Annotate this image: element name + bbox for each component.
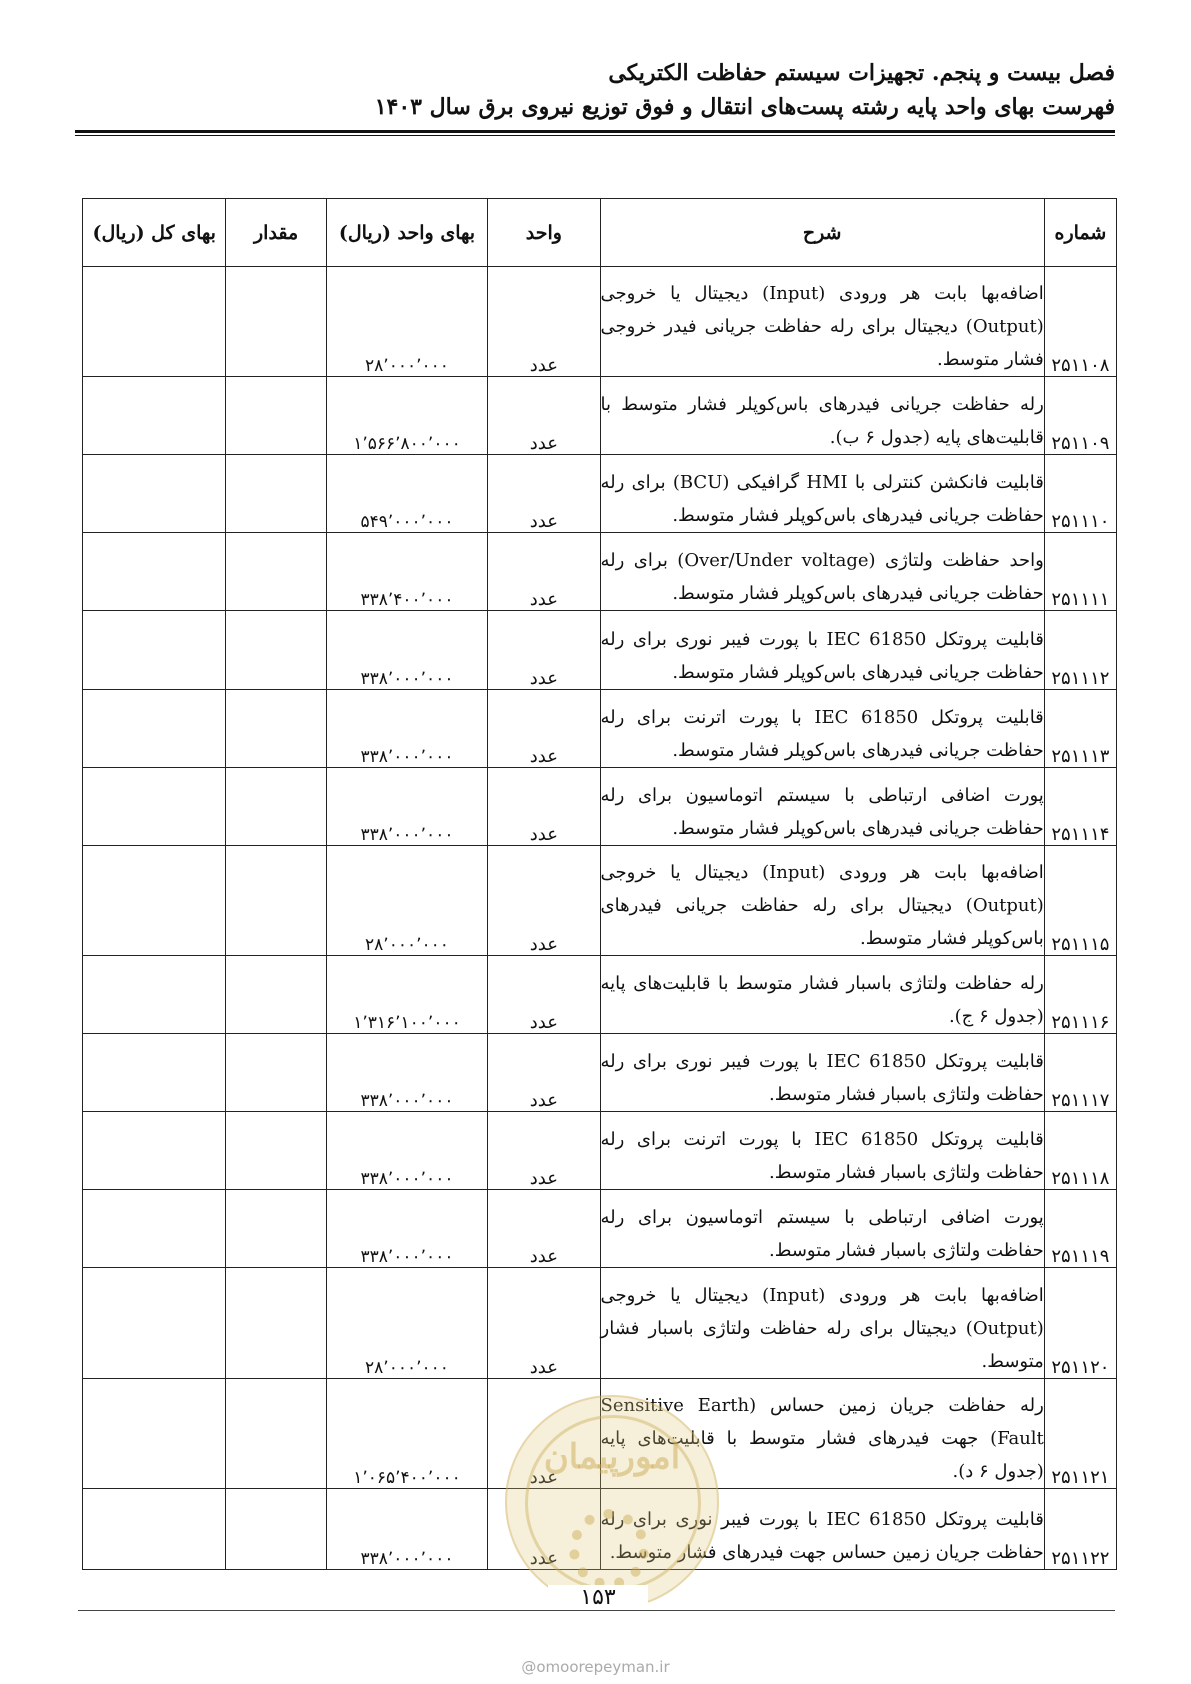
header-quantity: مقدار [226,199,326,267]
row-total-price [83,1268,226,1378]
row-description: قابلیت پروتکل IEC 61850 با پورت اترنت برای رله حفاظت ولتاژی باسبار فشار متوسط. [600,1112,1044,1190]
row-unit-price: ۱٬۰۶۵٬۴۰۰٬۰۰۰ [326,1378,487,1488]
row-unit: عدد [488,955,600,1033]
row-unit: عدد [488,455,600,533]
row-total-price [83,767,226,845]
row-unit-price: ۳۳۸٬۰۰۰٬۰۰۰ [326,1112,487,1190]
row-quantity [226,455,326,533]
row-unit: عدد [488,1190,600,1268]
table-row [83,455,1117,533]
row-total-price [83,533,226,611]
table-row [83,955,1117,1033]
row-description: واحد حفاظت ولتاژی (Over/Under voltage) برای رله حفاظت جریانی فیدرهای باس‌کوپلر فشار متوسط. [600,533,1044,611]
row-code: ۲۵۱۱۱۴ [1044,767,1116,845]
row-unit: عدد [488,533,600,611]
row-quantity [226,533,326,611]
header-unit-price: بهای واحد (ریال) [326,199,487,267]
page-number: ۱۵۳ [548,1585,648,1610]
document-header [75,56,1115,124]
row-unit-price: ۲۸٬۰۰۰٬۰۰۰ [326,267,487,377]
row-total-price [83,845,226,955]
table-row [83,1190,1117,1268]
row-unit-price: ۳۳۸٬۰۰۰٬۰۰۰ [326,1034,487,1112]
row-description: رله حفاظت جریان زمین حساس (Sensitive Earth Fault) جهت فیدرهای فشار متوسط با قابلیت‌های پایه (جدول ۶ د). [600,1378,1044,1488]
row-description: قابلیت پروتکل IEC 61850 با پورت فیبر نوری برای رله حفاظت ولتاژی باسبار فشار متوسط. [600,1034,1044,1112]
row-unit: عدد [488,1378,600,1488]
row-unit: عدد [488,845,600,955]
row-code: ۲۵۱۱۱۹ [1044,1190,1116,1268]
row-description: قابلیت پروتکل IEC 61850 با پورت فیبر نوری برای رله حفاظت جریانی فیدرهای باس‌کوپلر فشار متوسط. [600,611,1044,689]
row-total-price [83,1112,226,1190]
header-rule-thick [75,130,1115,133]
row-unit-price: ۱٬۳۱۶٬۱۰۰٬۰۰۰ [326,955,487,1033]
row-description: اضافه‌بها بابت هر ورودی (Input) دیجیتال یا خروجی (Output) دیجیتال برای رله حفاظت ولتاژی باسبار فشار متوسط. [600,1268,1044,1378]
row-description: قابلیت پروتکل IEC 61850 با پورت فیبر نوری برای رله حفاظت جریان زمین حساس جهت فیدرهای فشار متوسط. [600,1488,1044,1569]
row-quantity [226,1112,326,1190]
row-unit: عدد [488,1268,600,1378]
row-description: اضافه‌بها بابت هر ورودی (Input) دیجیتال یا خروجی (Output) دیجیتال برای رله حفاظت جریانی فیدر خروجی فشار متوسط. [600,267,1044,377]
row-unit-price: ۱٬۵۶۶٬۸۰۰٬۰۰۰ [326,377,487,455]
row-total-price [83,377,226,455]
row-unit-price: ۳۳۸٬۰۰۰٬۰۰۰ [326,611,487,689]
footer-rule [78,1610,1115,1611]
row-unit-price: ۵۴۹٬۰۰۰٬۰۰۰ [326,455,487,533]
row-unit-price: ۳۳۸٬۰۰۰٬۰۰۰ [326,767,487,845]
table-row [83,845,1117,955]
row-unit: عدد [488,1488,600,1569]
row-quantity [226,1190,326,1268]
row-description: رله حفاظت جریانی فیدرهای باس‌کوپلر فشار متوسط با قابلیت‌های پایه (جدول ۶ ب). [600,377,1044,455]
header-total-price: بهای کل (ریال) [83,199,226,267]
table-row [83,767,1117,845]
row-code: ۲۵۱۱۱۰ [1044,455,1116,533]
row-unit: عدد [488,611,600,689]
row-code: ۲۵۱۱۲۱ [1044,1378,1116,1488]
header-description: شرح [600,199,1044,267]
row-total-price [83,1190,226,1268]
row-unit: عدد [488,267,600,377]
table-row [83,1268,1117,1378]
table-row [83,533,1117,611]
row-unit-price: ۲۸٬۰۰۰٬۰۰۰ [326,845,487,955]
table-row [83,689,1117,767]
row-quantity [226,1378,326,1488]
row-quantity [226,845,326,955]
row-unit-price: ۲۸٬۰۰۰٬۰۰۰ [326,1268,487,1378]
row-code: ۲۵۱۱۱۲ [1044,611,1116,689]
row-total-price [83,611,226,689]
row-total-price [83,455,226,533]
row-code: ۲۵۱۱۰۸ [1044,267,1116,377]
row-description: اضافه‌بها بابت هر ورودی (Input) دیجیتال یا خروجی (Output) دیجیتال برای رله حفاظت جریانی فیدرهای باس‌کوپلر فشار متوسط. [600,845,1044,955]
row-quantity [226,1034,326,1112]
stamp-text: امورپیمان [543,1437,681,1477]
row-total-price [83,267,226,377]
row-description: رله حفاظت ولتاژی باسبار فشار متوسط با قابلیت‌های پایه (جدول ۶ ج). [600,955,1044,1033]
row-quantity [226,689,326,767]
row-total-price [83,689,226,767]
row-unit: عدد [488,767,600,845]
table-row [83,267,1117,377]
row-code: ۲۵۱۱۱۵ [1044,845,1116,955]
table-row [83,1034,1117,1112]
row-quantity [226,377,326,455]
row-total-price [83,1378,226,1488]
table-row [83,611,1117,689]
document-subtitle: فهرست بهای واحد پایه رشته پست‌های انتقال و فوق توزیع نیروی برق سال ۱۴۰۳ [374,94,1115,120]
table-header-row [83,199,1117,267]
row-unit-price: ۳۳۸٬۰۰۰٬۰۰۰ [326,1488,487,1569]
row-unit-price: ۳۳۸٬۰۰۰٬۰۰۰ [326,689,487,767]
row-code: ۲۵۱۱۰۹ [1044,377,1116,455]
row-unit: عدد [488,689,600,767]
row-code: ۲۵۱۱۱۱ [1044,533,1116,611]
row-unit-price: ۳۳۸٬۰۰۰٬۰۰۰ [326,1190,487,1268]
row-description: پورت اضافی ارتباطی با سیستم اتوماسیون برای رله حفاظت ولتاژی باسبار فشار متوسط. [600,1190,1044,1268]
row-quantity [226,767,326,845]
row-code: ۲۵۱۱۱۶ [1044,955,1116,1033]
table-row [83,1488,1117,1569]
row-quantity [226,611,326,689]
row-unit: عدد [488,1034,600,1112]
row-code: ۲۵۱۱۱۳ [1044,689,1116,767]
chapter-title: فصل بیست و پنجم. تجهیزات سیستم حفاظت الکتریکی [608,60,1115,86]
header-rule-thin [75,135,1115,136]
row-quantity [226,1268,326,1378]
table-row [83,1112,1117,1190]
website-watermark: @omoorepeyman.ir [521,1658,670,1676]
table-row [83,1378,1117,1488]
row-unit: عدد [488,377,600,455]
header-unit: واحد [488,199,600,267]
table-row [83,377,1117,455]
row-unit-price: ۳۳۸٬۴۰۰٬۰۰۰ [326,533,487,611]
row-quantity [226,267,326,377]
row-total-price [83,955,226,1033]
row-description: پورت اضافی ارتباطی با سیستم اتوماسیون برای رله حفاظت جریانی فیدرهای باس‌کوپلر فشار متوسط. [600,767,1044,845]
row-code: ۲۵۱۱۲۰ [1044,1268,1116,1378]
row-total-price [83,1488,226,1569]
row-quantity [226,1488,326,1569]
row-code: ۲۵۱۱۲۲ [1044,1488,1116,1569]
row-description: قابلیت پروتکل IEC 61850 با پورت اترنت برای رله حفاظت جریانی فیدرهای باس‌کوپلر فشار متوسط. [600,689,1044,767]
price-list-table [82,198,1117,1570]
row-quantity [226,955,326,1033]
row-code: ۲۵۱۱۱۸ [1044,1112,1116,1190]
row-total-price [83,1034,226,1112]
row-description: قابلیت فانکشن کنترلی با HMI گرافیکی (BCU) برای رله حفاظت جریانی فیدرهای باس‌کوپلر فشار متوسط. [600,455,1044,533]
row-code: ۲۵۱۱۱۷ [1044,1034,1116,1112]
row-unit: عدد [488,1112,600,1190]
header-code: شماره [1044,199,1116,267]
